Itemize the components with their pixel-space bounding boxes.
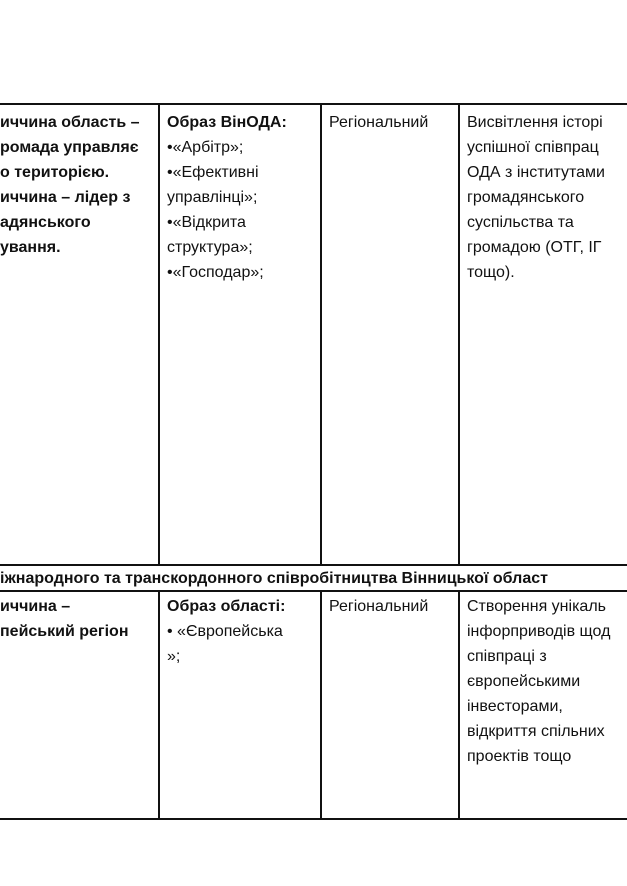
row1-col3-text [329,110,428,135]
row2-col2-line-2: • «Європейська [167,623,283,640]
column-divider-1-row-1 [158,103,160,565]
row2-col1-line-2: пейський регіон [0,623,129,640]
row1-col2-line-6: структура»; [167,239,253,256]
column-divider-3-row-1 [458,103,460,565]
section-top-border [0,564,627,566]
row2-col4-line-7: проектів тощо [467,748,572,765]
row2-col4-line-5: інвесторами, [467,698,563,715]
row1-col1-line-3: о територією. [0,164,110,181]
row1-col1-line-2: ромада управляє [0,139,139,156]
column-divider-2-row-1 [320,103,322,565]
row2-col1-line-1: иччина – [0,598,71,615]
row2-col1-text [0,594,128,644]
row2-col3-text [329,594,428,619]
row2-col4-text [467,594,610,769]
row1-col2-line-5: •«Відкрита [167,214,246,231]
row2-col4-line-3: співпраці з [467,648,547,665]
row1-col1-line-6: ування. [0,239,61,256]
row1-col4-line-1: Висвітлення історі [467,114,603,131]
row1-col4-line-6: громадою (ОТГ, ІГ [467,239,602,256]
row1-col1-line-5: адянського [0,214,91,231]
table-top-border [0,103,627,105]
row1-col1-line-1: иччина область – [0,114,140,131]
row1-col4-line-4: громадянського [467,189,585,206]
row1-col2-line-2: •«Арбітр»; [167,139,244,156]
section-title: іжнародного та транскордонного співробітництва Вінницької област [0,570,548,587]
row1-col2-line-7: •«Господар»; [167,264,264,281]
row1-col2-line-3: •«Ефективні [167,164,259,181]
row2-col2-line-1: Образ області: [167,598,286,615]
row1-col2-text [167,110,287,285]
row1-col4-text [467,110,605,285]
row2-col2-line-3: »; [167,648,181,665]
column-divider-3-row-2 [458,590,460,819]
column-divider-1-row-2 [158,590,160,819]
row1-col2-line-4: управлінці»; [167,189,258,206]
column-divider-2-row-2 [320,590,322,819]
row2-col4-line-2: інфорприводів щод [467,623,611,640]
row1-col2-line-1: Образ ВінОДА: [167,114,287,131]
table-bottom-border [0,818,627,820]
row1-col4-line-7: тощо). [467,264,515,281]
row2-col4-line-4: європейськими [467,673,581,690]
row1-col3-line-1: Регіональний [329,114,429,131]
row2-col3-line-1: Регіональний [329,598,429,615]
row1-col4-line-3: ОДА з інститутами [467,164,605,181]
row2-col2-text [167,594,285,669]
row1-col4-line-2: успішної співпрац [467,139,599,156]
row1-col1-line-4: иччина – лідер з [0,189,131,206]
row2-col4-line-6: відкриття спільних [467,723,605,740]
row2-col4-line-1: Створення унікаль [467,598,606,615]
row1-col4-line-5: суспільства та [467,214,574,231]
row1-col1-text [0,110,140,260]
